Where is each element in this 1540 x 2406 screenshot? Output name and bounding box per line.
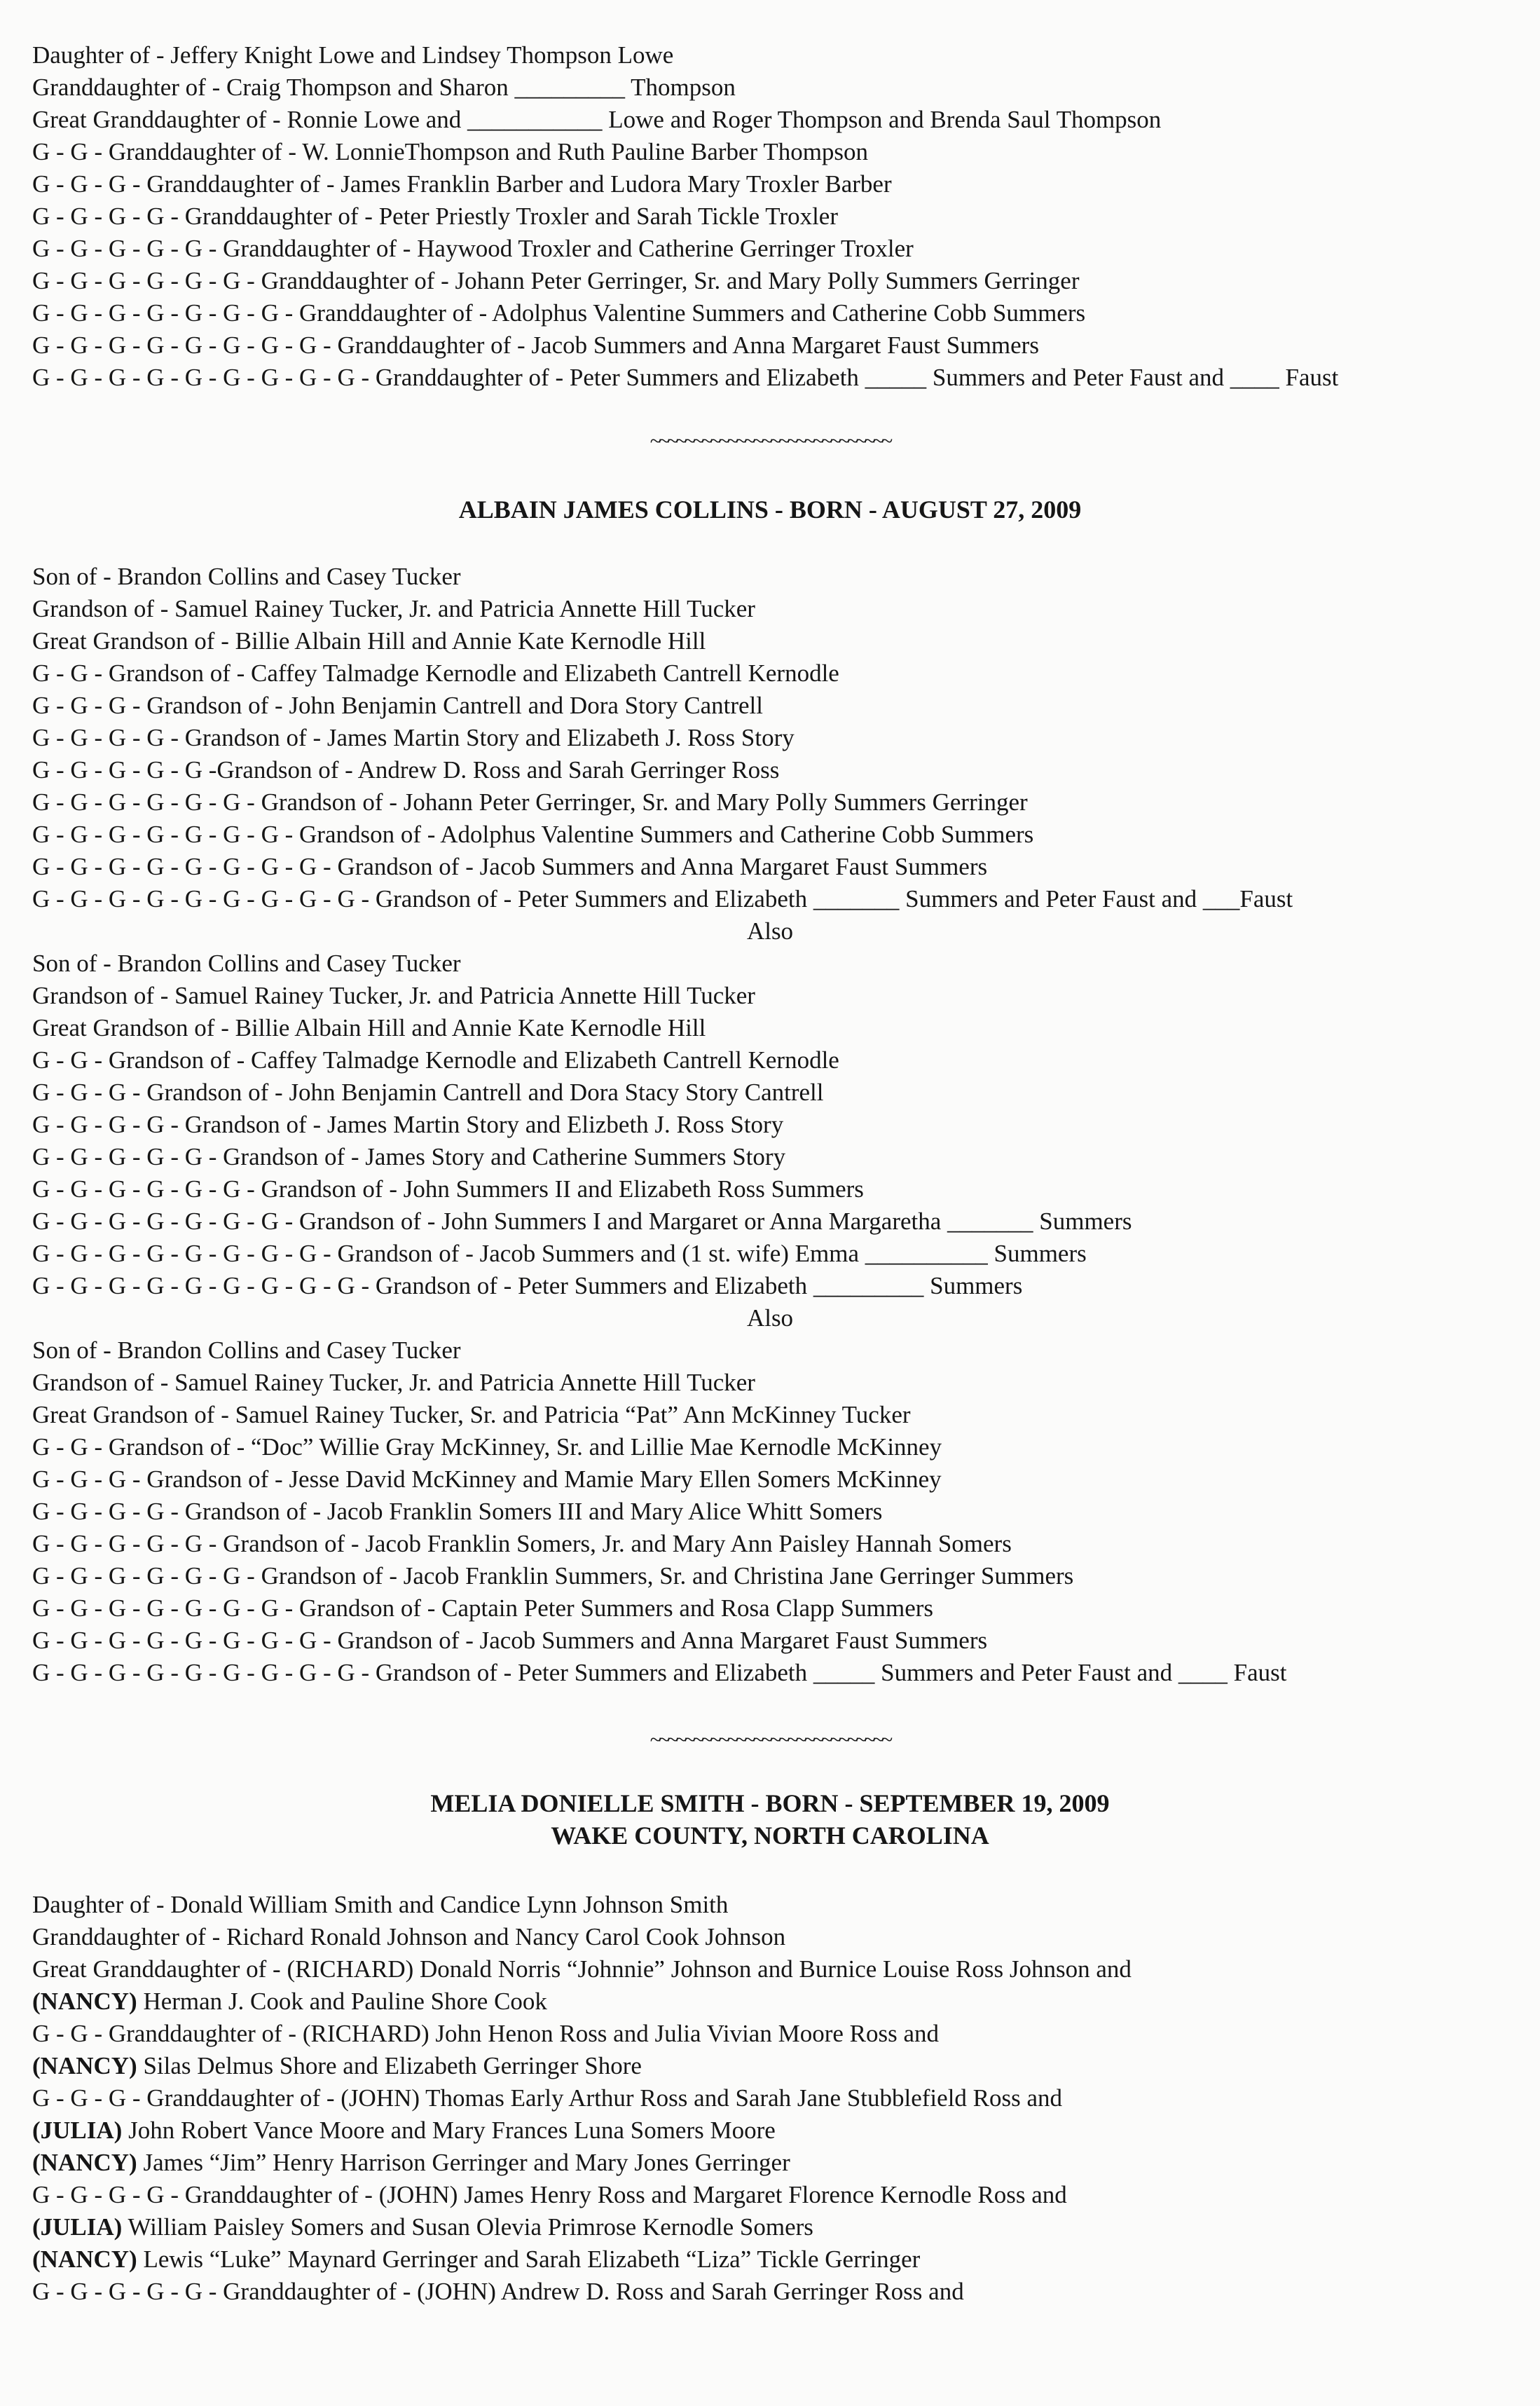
text-line: G - G - G - G - G - Granddaughter of - Haywood Troxler and Catherine Gerringer Troxler [32,235,914,262]
section-divider: ~~~~~~~~~~~~~~~~~~~~~~~~~~~~ [649,430,891,453]
text-line: G - G - G - G - G - G - G - Grandson of - Captain Peter Summers and Rosa Clapp Summers [32,1594,934,1622]
text-line: G - G - G - G - G - G - G - G - G - Grandson of - Peter Summers and Elizabeth _______ Summers and Peter Faust and ___Faust [32,885,1293,912]
line-text: James “Jim” Henry Harrison Gerringer and Mary Jones Gerringer [137,2149,790,2176]
line-text: Lewis “Luke” Maynard Gerringer and Sarah Elizabeth “Liza” Tickle Gerringer [137,2246,921,2273]
branch-label: (NANCY) [32,1988,137,2015]
text-line [32,1921,1512,1953]
line-text: Granddaughter of - Richard Ronald Johnson and Nancy Carol Cook Johnson [32,1923,786,1950]
line-text: G - G - G - G - G - Granddaughter of - (JOHN) Andrew D. Ross and Sarah Gerringer Ross and [32,2278,964,2305]
line-text: William Paisley Somers and Susan Olevia Primrose Kernodle Somers [122,2213,813,2241]
line-text: Silas Delmus Shore and Elizabeth Gerringer Shore [137,2052,642,2079]
text-line [32,2050,1512,2082]
text-line: Great Granddaughter of - Ronnie Lowe and ___________ Lowe and Roger Thompson and Brenda Saul Thompson [32,106,1162,133]
section-heading: MELIA DONIELLE SMITH - BORN - SEPTEMBER 19, 2009 [430,1789,1110,1817]
text-line: Son of - Brandon Collins and Casey Tucker [32,1337,461,1364]
text-line: G - G - G - G - G - G - G - Grandson of - John Summers I and Margaret or Anna Margaretha _______ Summers [32,1208,1132,1235]
text-line: Son of - Brandon Collins and Casey Tucker [32,950,461,977]
branch-label: (NANCY) [32,2052,137,2079]
text-line: Great Grandson of - Billie Albain Hill and Annie Kate Kernodle Hill [32,1014,706,1041]
text-line: Great Grandson of - Billie Albain Hill and Annie Kate Kernodle Hill [32,627,706,655]
text-line [32,1953,1512,1985]
text-line: G - G - G - G - Granddaughter of - Peter Priestly Troxler and Sarah Tickle Troxler [32,203,838,230]
branch-label: (NANCY) [32,2149,137,2176]
text-line: G - G - G - G - G - G - G - G - G - Granddaughter of - Peter Summers and Elizabeth _____ Summers and Peter Faust and ____ Faust [32,364,1339,391]
also-label: Also [746,917,794,945]
text-line: Granddaughter of - Craig Thompson and Sharon _________ Thompson [32,74,736,101]
section-divider: ~~~~~~~~~~~~~~~~~~~~~~~~~~~~ [649,1728,891,1751]
text-line [32,2147,1512,2179]
text-line: G - G - G - G - G - G - G - G - Grandson of - Jacob Summers and Anna Margaret Faust Summers [32,853,988,880]
text-line: G - G - G - G - G - G - Grandson of - Jacob Franklin Summers, Sr. and Christina Jane Gerringer Summers [32,1562,1074,1590]
text-line: G - G - G - G - G - G - G - Granddaughter of - Adolphus Valentine Summers and Catherine Cobb Summers [32,299,1086,327]
text-line: G - G - G - G - G - Grandson of - Jacob Franklin Somers, Jr. and Mary Ann Paisley Hannah Somers [32,1530,1012,1557]
section-subheading: WAKE COUNTY, NORTH CAROLINA [551,1821,989,1850]
text-line: G - G - G - Granddaughter of - James Franklin Barber and Ludora Mary Troxler Barber [32,170,892,198]
text-line [32,2243,1512,2276]
line-text: Daughter of - Donald William Smith and Candice Lynn Johnson Smith [32,1891,729,1918]
text-line [32,2018,1512,2050]
text-line: Grandson of - Samuel Rainey Tucker, Jr. and Patricia Annette Hill Tucker [32,1369,755,1396]
section-heading: ALBAIN JAMES COLLINS - BORN - AUGUST 27, 2009 [458,495,1082,524]
text-line: Daughter of - Jeffery Knight Lowe and Lindsey Thompson Lowe [32,41,674,69]
text-line: G - G - G - G - G - G - Granddaughter of - Johann Peter Gerringer, Sr. and Mary Polly Summers Gerringer [32,267,1080,294]
line-text: Great Granddaughter of - (RICHARD) Donald Norris “Johnnie” Johnson and Burnice Louise Ross Johnson and [32,1955,1132,1983]
text-line: G - G - G - G - Grandson of - James Martin Story and Elizbeth J. Ross Story [32,1111,784,1138]
text-line: G - G - G - G - G - G - G - G - G - Grandson of - Peter Summers and Elizabeth _________ Summers [32,1272,1023,1299]
also-label: Also [746,1304,794,1332]
text-line: G - G - Grandson of - “Doc” Willie Gray McKinney, Sr. and Lillie Mae Kernodle McKinney [32,1433,942,1461]
text-line: G - G - G - G - G - G - G - G - Granddaughter of - Jacob Summers and Anna Margaret Faust Summers [32,331,1039,359]
line-text: G - G - Granddaughter of - (RICHARD) John Henon Ross and Julia Vivian Moore Ross and [32,2020,940,2047]
text-line [32,2082,1512,2114]
text-line: G - G - G - G - G -Grandson of - Andrew D. Ross and Sarah Gerringer Ross [32,756,780,784]
branch-label: (JULIA) [32,2213,123,2241]
text-line [32,2114,1512,2147]
text-line [32,1985,1512,2018]
text-line: Son of - Brandon Collins and Casey Tucker [32,563,461,590]
text-line [32,2179,1512,2211]
branch-label: (JULIA) [32,2117,123,2144]
text-line: G - G - Grandson of - Caffey Talmadge Kernodle and Elizabeth Cantrell Kernodle [32,1046,839,1074]
line-text: G - G - G - G - Granddaughter of - (JOHN) James Henry Ross and Margaret Florence Kernodle Ross and [32,2181,1067,2208]
text-line: Great Grandson of - Samuel Rainey Tucker, Sr. and Patricia “Pat” Ann McKinney Tucker [32,1401,911,1428]
text-line: G - G - G - G - Grandson of - James Martin Story and Elizabeth J. Ross Story [32,724,795,751]
branch-label: (NANCY) [32,2246,137,2273]
text-line: Grandson of - Samuel Rainey Tucker, Jr. and Patricia Annette Hill Tucker [32,595,755,622]
text-line [32,1889,1512,1921]
text-line: G - G - G - G - Grandson of - Jacob Franklin Somers III and Mary Alice Whitt Somers [32,1498,883,1525]
text-line: G - G - G - G - G - G - G - G - G - Grandson of - Peter Summers and Elizabeth _____ Summers and Peter Faust and ____ Faust [32,1659,1287,1686]
text-line [32,2211,1512,2243]
text-line: G - G - G - Grandson of - Jesse David McKinney and Mamie Mary Ellen Somers McKinney [32,1465,942,1493]
text-line: G - G - G - G - G - G - Grandson of - John Summers II and Elizabeth Ross Summers [32,1175,864,1203]
text-line: G - G - G - G - G - G - G - G - Grandson of - Jacob Summers and (1 st. wife) Emma __________ Summers [32,1240,1087,1267]
text-line: Grandson of - Samuel Rainey Tucker, Jr. and Patricia Annette Hill Tucker [32,982,755,1009]
text-line: G - G - G - Grandson of - John Benjamin Cantrell and Dora Stacy Story Cantrell [32,1079,824,1106]
text-line [32,2276,1512,2308]
text-line: G - G - G - G - G - G - Grandson of - Johann Peter Gerringer, Sr. and Mary Polly Summers Gerringer [32,788,1028,816]
line-text: Herman J. Cook and Pauline Shore Cook [137,1988,547,2015]
line-text: John Robert Vance Moore and Mary Frances Luna Somers Moore [122,2117,776,2144]
text-line: G - G - Grandson of - Caffey Talmadge Kernodle and Elizabeth Cantrell Kernodle [32,659,839,687]
text-line: G - G - G - G - G - G - G - Grandson of - Adolphus Valentine Summers and Catherine Cobb Summers [32,821,1034,848]
text-line: G - G - G - G - G - G - G - G - Grandson of - Jacob Summers and Anna Margaret Faust Summers [32,1627,988,1654]
text-line: G - G - G - G - G - Grandson of - James Story and Catherine Summers Story [32,1143,786,1170]
text-line: G - G - G - Grandson of - John Benjamin Cantrell and Dora Story Cantrell [32,692,763,719]
line-text: G - G - G - Granddaughter of - (JOHN) Thomas Early Arthur Ross and Sarah Jane Stubblefield Ross and [32,2084,1063,2112]
text-line: G - G - Granddaughter of - W. LonnieThompson and Ruth Pauline Barber Thompson [32,138,869,165]
